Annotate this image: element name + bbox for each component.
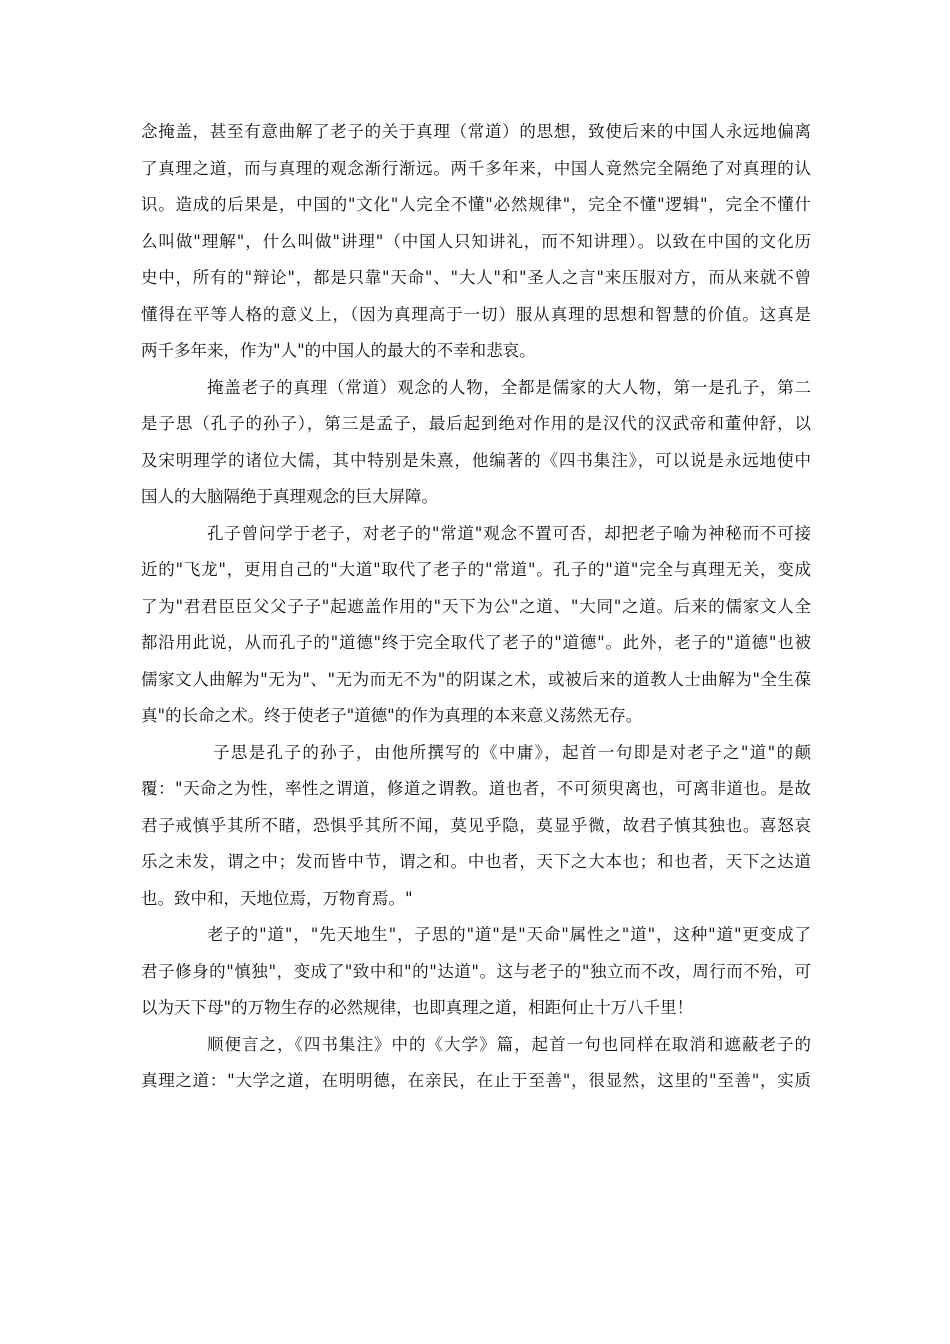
- paragraph-6: [141, 1027, 811, 1100]
- text-line: 真理之道："大学之道，在明明德，在亲民，在止于至善"，很显然，这里的"至善"，实质: [141, 1071, 811, 1090]
- text-line: 也。致中和，天地位焉，万物育焉。": [141, 888, 413, 908]
- text-line: 真"的长命之术。终于使老子"道德"的作为真理的本来意义荡然无存。: [141, 706, 643, 725]
- text-line: 顺便言之，《四书集注》中的《大学》篇，起首一句也同样在取消和遮蔽老子的: [207, 1034, 811, 1054]
- text-line: 近的"飞龙"，更用自己的"大道"取代了老子的"常道"。孔子的"道"完全与真理无关，变成: [141, 560, 811, 579]
- text-line: 君子修身的"慎独"，变成了"致中和"的"达道"。这与老子的"独立而不改，周行而不殆，可: [141, 961, 811, 981]
- paragraph-3: [141, 516, 811, 735]
- paragraph-4: [141, 735, 811, 918]
- paragraph-1: [141, 114, 811, 370]
- paragraph-5: [141, 917, 811, 1027]
- text-line: 子思是孔子的孙子，由他所撰写的《中庸》，起首一句即是对老子之"道"的颠: [213, 742, 811, 762]
- text-line: 覆："天命之为性，率性之谓道，修道之谓教。道也者，不可须臾离也，可离非道也。是故: [141, 779, 811, 798]
- text-line: 以为天下母"的万物生存的必然规律，也即真理之道，相距何止十万八千里！: [141, 998, 694, 1017]
- text-line: 识。造成的后果是，中国的"文化"人完全不懂"必然规律"，完全不懂"逻辑"，完全不懂什: [141, 195, 811, 214]
- text-line: 老子的"道"，"先天地生"，子思的"道"是"天命"属性之"道"，这种"道"更变成了: [207, 925, 811, 944]
- text-line: 掩盖老子的真理（常道）观念的人物，全都是儒家的大人物，第一是孔子，第二: [207, 377, 811, 397]
- text-line: 懂得在平等人格的意义上，（因为真理高于一切）服从真理的思想和智慧的价值。这真是: [141, 304, 811, 324]
- text-line: 乐之未发，谓之中；发而皆中节，谓之和。中也者，天下之大本也；和也者，天下之达道: [141, 852, 811, 871]
- text-line: 了为"君君臣臣父父子子"起遮盖作用的"天下为公"之道、"大同"之道。后来的儒家文人全: [141, 596, 811, 616]
- text-line: 么叫做"理解"，什么叫做"讲理"（中国人只知讲礼，而不知讲理）。以致在中国的文化历: [141, 231, 811, 251]
- paragraph-2: [141, 370, 811, 516]
- document-page: [141, 114, 811, 1100]
- text-line: 孔子曾问学于老子，对老子的"常道"观念不置可否，却把老子喻为神秘而不可接: [207, 523, 811, 543]
- text-line: 史中，所有的"辩论"，都是只靠"天命"、"大人"和"圣人之言"来压服对方，而从来就不曾: [141, 268, 811, 287]
- text-line: 两千多年来，作为"人"的中国人的最大的不幸和悲哀。: [141, 341, 536, 360]
- text-line: 国人的大脑隔绝于真理观念的巨大屏障。: [141, 487, 438, 506]
- text-line: 念掩盖，甚至有意曲解了老子的关于真理（常道）的思想，致使后来的中国人永远地偏离: [141, 122, 811, 141]
- text-line: 君子戒慎乎其所不睹，恐惧乎其所不闻，莫见乎隐，莫显乎微，故君子慎其独也。喜怒哀: [141, 815, 811, 835]
- text-line: 及宋明理学的诸位大儒，其中特别是朱熹，他编著的《四书集注》，可以说是永远地使中: [141, 450, 811, 470]
- text-line: 是子思（孔子的孙子），第三是孟子，最后起到绝对作用的是汉代的汉武帝和董仲舒，以: [141, 414, 811, 433]
- text-line: 了真理之道，而与真理的观念渐行渐远。两千多年来，中国人竟然完全隔绝了对真理的认: [141, 158, 811, 178]
- text-line: 都沿用此说，从而孔子的"道德"终于完全取代了老子的"道德"。此外，老子的"道德"也被: [141, 633, 811, 652]
- text-line: 儒家文人曲解为"无为"、"无为而无不为"的阴谋之术，或被后来的道教人士曲解为"全生葆: [141, 669, 811, 689]
